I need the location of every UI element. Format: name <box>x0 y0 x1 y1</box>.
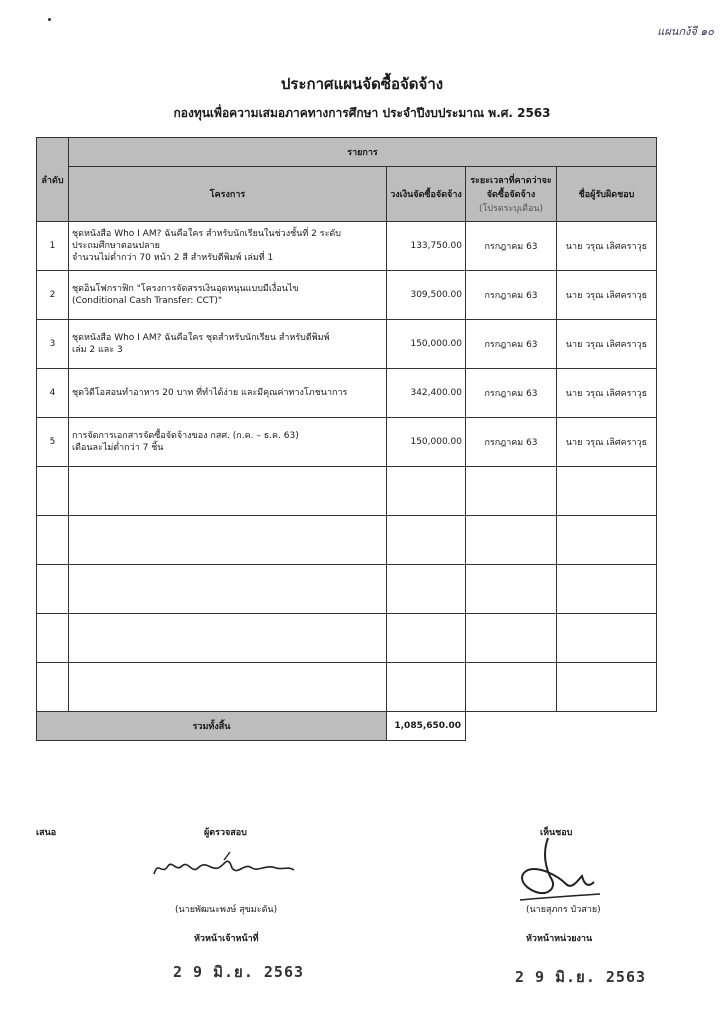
empty-cell <box>466 516 557 565</box>
header-period-note: (โปรดระบุเดือน) <box>478 204 544 214</box>
row-amount: 309,500.00 <box>387 271 466 320</box>
row-project-line: ชุดหนังสือ Who I AM? ฉันคือใคร ชุดสำหรับนักเรียน สำหรับตีพิมพ์ <box>72 333 330 343</box>
approver-date-stamp: 2 9 มิ.ย. 2563 <box>515 968 647 986</box>
row-amount: 150,000.00 <box>387 320 466 369</box>
empty-cell <box>69 663 387 712</box>
row-number: 2 <box>37 271 69 320</box>
approver-signature <box>500 830 610 910</box>
row-project-line: ชุดวิดีโอสอนทำอาหาร 20 บาท ที่ทำได้ง่าย และมีคุณค่าทางโภชนาการ <box>72 388 348 398</box>
empty-cell <box>37 565 69 614</box>
row-number: 1 <box>37 222 69 271</box>
empty-cell <box>69 614 387 663</box>
table-row-empty <box>37 565 657 614</box>
row-number: 5 <box>37 418 69 467</box>
row-project-line: การจัดการเอกสารจัดซื้อจัดจ้างของ กสศ. (ก.ค. – ธ.ค. 63) <box>72 431 299 441</box>
table-row-empty <box>37 516 657 565</box>
scan-dot <box>48 18 51 21</box>
row-project-line: เล่ม 2 และ 3 <box>72 345 123 355</box>
table-row-empty <box>37 614 657 663</box>
table-row <box>37 369 657 418</box>
header-items: รายการ <box>69 138 657 167</box>
table-header-row <box>37 138 657 167</box>
table-row <box>37 271 657 320</box>
empty-cell <box>37 663 69 712</box>
row-number: 3 <box>37 320 69 369</box>
row-project-line: ประถมศึกษาตอนปลาย <box>72 241 160 251</box>
header-period-label: ระยะเวลาที่คาดว่าจะจัดซื้อจัดจ้าง <box>470 176 552 200</box>
row-period: กรกฎาคม 63 <box>466 271 557 320</box>
table-row <box>37 320 657 369</box>
empty-cell <box>466 565 557 614</box>
row-project-line: ชุดอินโฟกราฟิก "โครงการจัดสรรเงินอุดหนุนแบบมีเงื่อนไข <box>72 284 299 294</box>
row-amount: 133,750.00 <box>387 222 466 271</box>
row-project <box>69 320 387 369</box>
handwritten-page-note: แผนกง้จี ๑๐ <box>657 25 714 38</box>
table-row-empty <box>37 467 657 516</box>
approver-title: หัวหน้าหน่วยงาน <box>526 934 593 944</box>
header-project: โครงการ <box>69 167 387 222</box>
approver-label: เห็นชอบ <box>540 828 573 838</box>
header-budget: วงเงินจัดซื้อจัดจ้าง <box>387 167 466 222</box>
row-project-line: เดือนละไม่ต่ำกว่า 7 ชิ้น <box>72 443 164 453</box>
empty-cell <box>466 467 557 516</box>
row-period: กรกฎาคม 63 <box>466 369 557 418</box>
header-no: ลำดับ <box>37 138 69 222</box>
header-period <box>466 167 557 222</box>
row-project <box>69 222 387 271</box>
empty-cell <box>557 565 657 614</box>
reviewer-date-stamp: 2 9 มิ.ย. 2563 <box>173 963 305 981</box>
row-responsible: นาย วรุณ เลิศคราวุธ <box>557 222 657 271</box>
empty-cell <box>387 614 466 663</box>
header-responsible: ชื่อผู้รับผิดชอบ <box>557 167 657 222</box>
empty-cell <box>557 614 657 663</box>
row-project <box>69 369 387 418</box>
table-subheader-row <box>37 167 657 222</box>
procurement-plan-table <box>36 137 657 741</box>
approver-name: (นายสุภกร บัวสาย) <box>526 905 601 915</box>
empty-cell <box>387 663 466 712</box>
empty-cell <box>387 467 466 516</box>
total-blank <box>557 712 657 741</box>
empty-cell <box>557 467 657 516</box>
document-title: ประกาศแผนจัดซื้อจัดจ้าง <box>280 75 444 93</box>
total-amount: 1,085,650.00 <box>387 712 466 741</box>
row-period: กรกฎาคม 63 <box>466 222 557 271</box>
row-period: กรกฎาคม 63 <box>466 320 557 369</box>
empty-cell <box>69 516 387 565</box>
empty-cell <box>387 516 466 565</box>
total-label: รวมทั้งสิ้น <box>37 712 387 741</box>
document-subtitle: กองทุนเพื่อความเสมอภาคทางการศึกษา ประจำปีงบประมาณ พ.ศ. 2563 <box>173 106 551 120</box>
row-amount: 150,000.00 <box>387 418 466 467</box>
empty-cell <box>37 467 69 516</box>
row-amount: 342,400.00 <box>387 369 466 418</box>
reviewer-name: (นายพัฒนะพงษ์ สุขมะดัน) <box>175 905 278 915</box>
empty-cell <box>387 565 466 614</box>
empty-cell <box>466 663 557 712</box>
empty-cell <box>69 565 387 614</box>
row-project-line: (Conditional Cash Transfer: CCT)" <box>72 296 223 306</box>
table-row <box>37 222 657 271</box>
row-project-line: จำนวนไม่ต่ำกว่า 70 หน้า 2 สี สำหรับตีพิมพ์ เล่มที่ 1 <box>72 253 274 263</box>
row-number: 4 <box>37 369 69 418</box>
empty-cell <box>557 663 657 712</box>
reviewer-label: ผู้ตรวจสอบ <box>204 828 247 838</box>
empty-cell <box>69 467 387 516</box>
reviewer-signature <box>148 846 298 886</box>
row-responsible: นาย วรุณ เลิศคราวุธ <box>557 320 657 369</box>
row-responsible: นาย วรุณ เลิศคราวุธ <box>557 369 657 418</box>
table-total-row <box>37 712 657 741</box>
row-project <box>69 418 387 467</box>
empty-cell <box>557 516 657 565</box>
row-project <box>69 271 387 320</box>
row-responsible: นาย วรุณ เลิศคราวุธ <box>557 418 657 467</box>
table-row <box>37 418 657 467</box>
empty-cell <box>37 516 69 565</box>
reviewer-title: หัวหน้าเจ้าหน้าที่ <box>194 934 259 944</box>
row-period: กรกฎาคม 63 <box>466 418 557 467</box>
empty-cell <box>37 614 69 663</box>
row-project-line: ชุดหนังสือ Who I AM? ฉันคือใคร สำหรับนักเรียนในช่วงชั้นที่ 2 ระดับ <box>72 229 341 239</box>
total-blank <box>466 712 557 741</box>
row-responsible: นาย วรุณ เลิศคราวุธ <box>557 271 657 320</box>
table-row-empty <box>37 663 657 712</box>
empty-cell <box>466 614 557 663</box>
proposer-label: เสนอ <box>36 828 57 838</box>
